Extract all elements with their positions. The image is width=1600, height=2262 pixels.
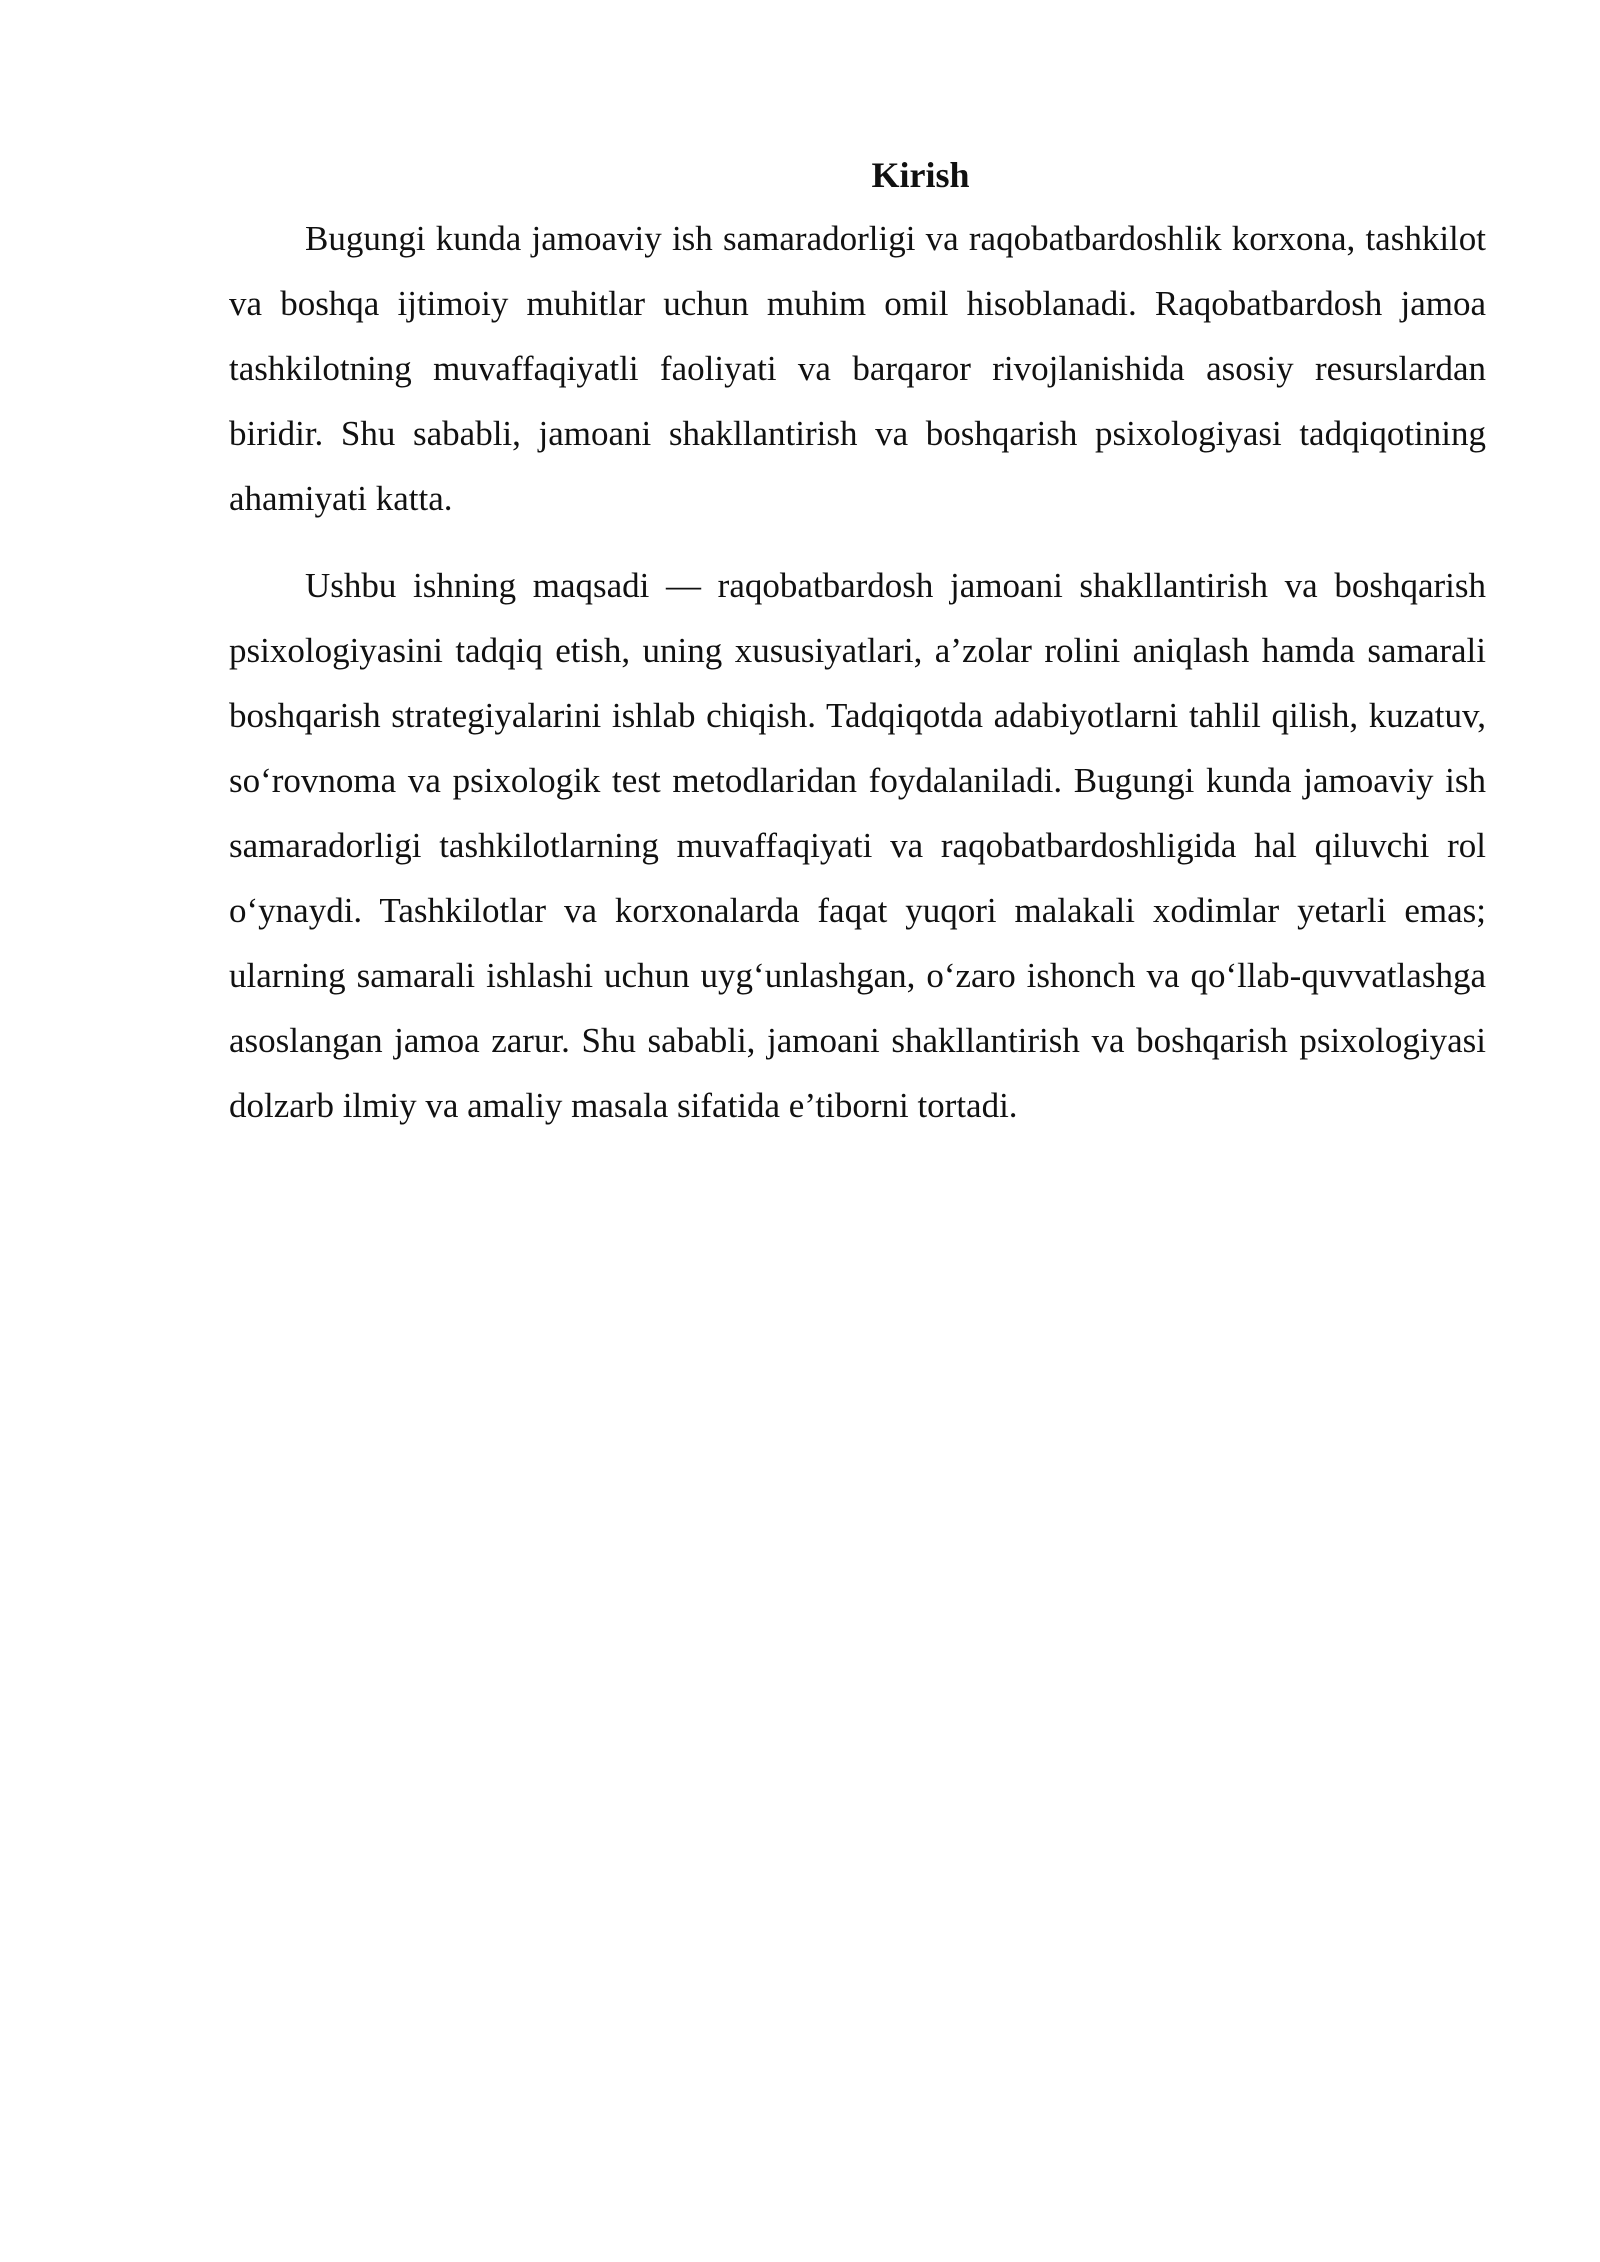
- paragraph-intro: Bugungi kunda jamoaviy ish samaradorligi va raqobatbardoshlik korxona, tashkilot va boshqa ijtimoiy muhitlar uchun muhim omil hisoblanadi. Raqobatbardosh jamoa tashkilotning muvaffaqiyatli faoliyati va barqaror rivojlanishida asosiy resurslardan biridir. Shu sababli, jamoani shakllantirish va boshqarish psixologiyasi tadqiqotining ahamiyati katta.: [229, 219, 1486, 518]
- paragraph-purpose: Ushbu ishning maqsadi — raqobatbardosh jamoani shakllantirish va boshqarish psixologiyasini tadqiq etish, uning xususiyatlari, a’zolar rolini aniqlash hamda samarali boshqarish strategiyalarini ishlab chiqish. Tadqiqotda adabiyotlarni tahlil qilish, kuzatuv, so‘rovnoma va psixologik test metodlaridan foydalaniladi. Bugungi kunda jamoaviy ish samaradorligi tashkilotlarning muvaffaqiyati va raqobatbardoshligida hal qiluvchi rol o‘ynaydi. Tashkilotlar va korxonalarda faqat yuqori malakali xodimlar yetarli emas; ularning samarali ishlashi uchun uyg‘unlashgan, o‘zaro ishonch va qo‘llab-quvvatlashga asoslangan jamoa zarur. Shu sababli, jamoani shakllantirish va boshqarish psixologiyasi dolzarb ilmiy va amaliy masala sifatida e’tiborni tortadi.: [229, 566, 1486, 1125]
- document-body: [229, 148, 1486, 1160]
- page-title: Kirish: [871, 155, 970, 195]
